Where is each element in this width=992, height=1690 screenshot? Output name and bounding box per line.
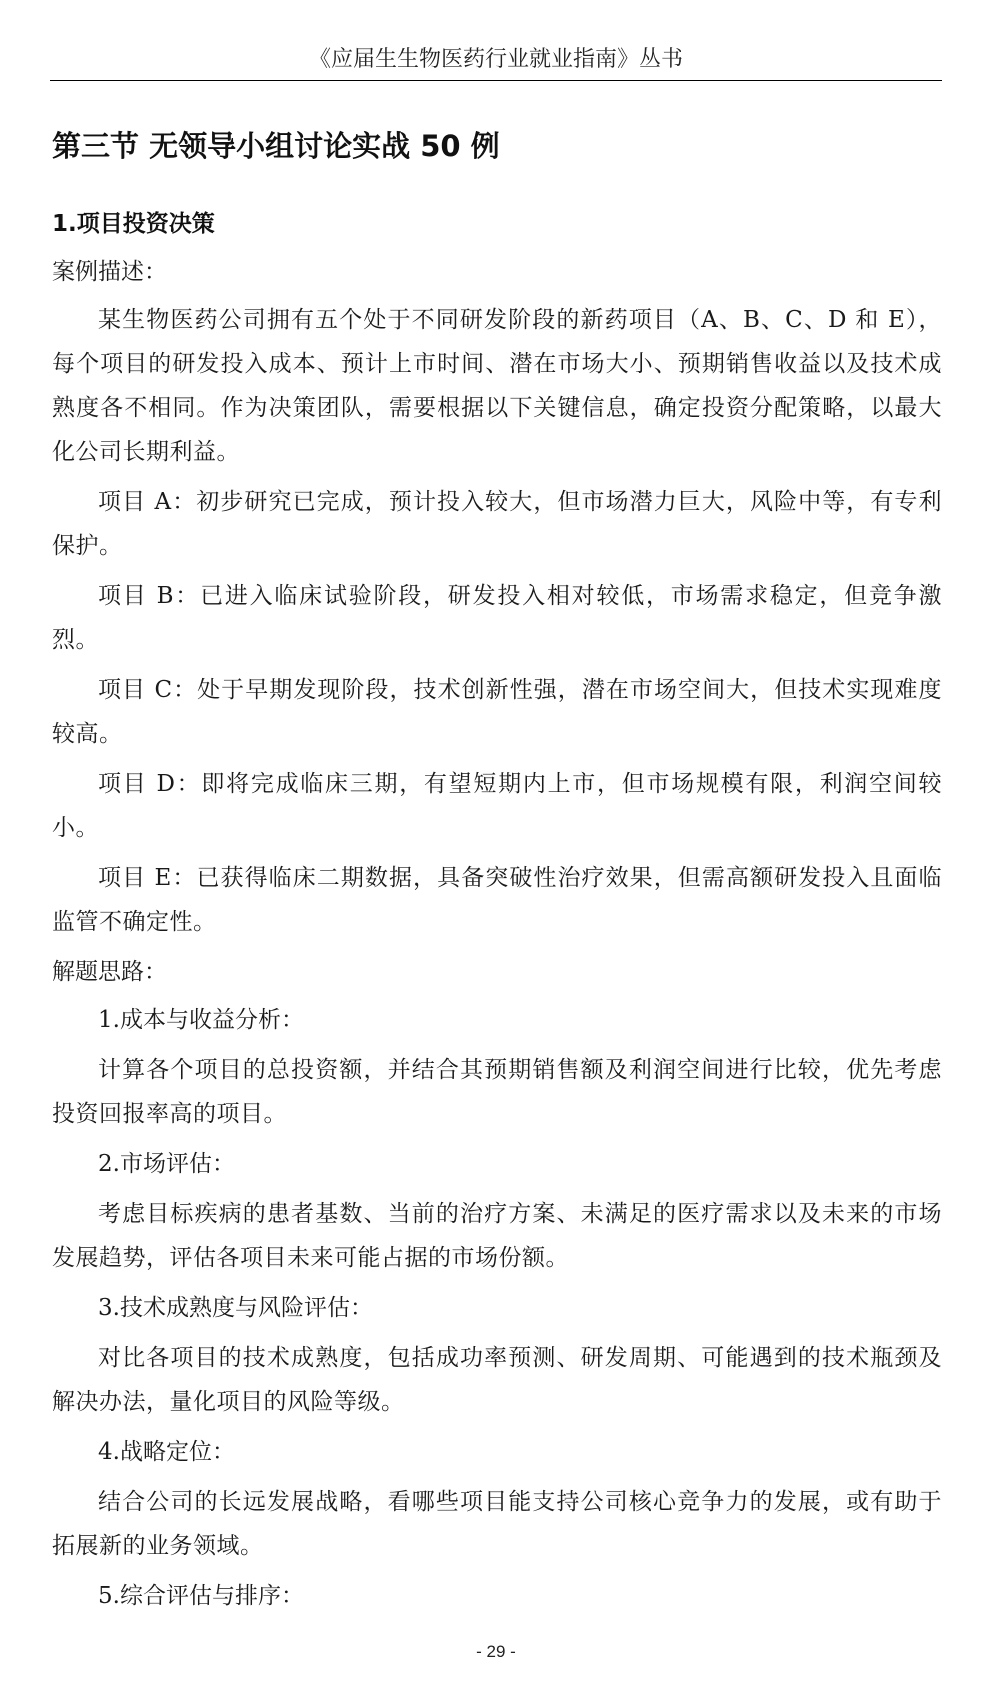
project-a-paragraph: 项目 A：初步研究已完成，预计投入较大，但市场潜力巨大，风险中等，有专利保护。: [52, 489, 942, 559]
case-intro-paragraph: 某生物医药公司拥有五个处于不同研发阶段的新药项目（A、B、C、D 和 E），每个项目的研发投入成本、预计上市时间、潜在市场大小、预期销售收益以及技术成熟度各不相同。作为决策团队，需要根据以下关键信息，确定投资分配策略，以最大化公司长期利益。: [52, 307, 942, 465]
project-e-paragraph: 项目 E：已获得临床二期数据，具备突破性治疗效果，但需高额研发投入且面临监管不确定性。: [52, 865, 942, 935]
project-b-paragraph: 项目 B：已进入临床试验阶段，研发投入相对较低，市场需求稳定，但竞争激烈。: [52, 583, 942, 653]
step-3-title: 3.技术成熟度与风险评估：: [98, 1295, 373, 1321]
step-4-title: 4.战略定位：: [98, 1439, 235, 1465]
step-1-text: 计算各个项目的总投资额，并结合其预期销售额及利润空间进行比较，优先考虑投资回报率高的项目。: [52, 1057, 942, 1127]
step-1-title: 1.成本与收益分析：: [98, 1007, 304, 1033]
step-5-title: 5.综合评估与排序：: [98, 1583, 304, 1609]
step-3-text: 对比各项目的技术成熟度，包括成功率预测、研发周期、可能遇到的技术瓶颈及解决办法，量化项目的风险等级。: [52, 1345, 942, 1415]
running-header: 《应届生生物医药行业就业指南》丛书: [308, 47, 683, 72]
case-description-label: 案例描述：: [52, 259, 167, 285]
project-c-paragraph: 项目 C：处于早期发现阶段，技术创新性强，潜在市场空间大，但技术实现难度较高。: [52, 677, 942, 747]
header-rule: [50, 80, 942, 81]
page-content: [52, 120, 942, 1624]
case-title: 1.项目投资决策: [52, 211, 215, 237]
page-number: - 29 -: [476, 1642, 516, 1661]
step-2-title: 2.市场评估：: [98, 1151, 235, 1177]
step-2-text: 考虑目标疾病的患者基数、当前的治疗方案、未满足的医疗需求以及未来的市场发展趋势，评估各项目未来可能占据的市场份额。: [52, 1201, 942, 1271]
project-d-paragraph: 项目 D：即将完成临床三期，有望短期内上市，但市场规模有限，利润空间较小。: [52, 771, 942, 841]
step-4-text: 结合公司的长远发展战略，看哪些项目能支持公司核心竞争力的发展，或有助于拓展新的业务领域。: [52, 1489, 942, 1559]
approach-label: 解题思路：: [52, 959, 167, 985]
section-title: 第三节 无领导小组讨论实战 50 例: [52, 129, 500, 163]
